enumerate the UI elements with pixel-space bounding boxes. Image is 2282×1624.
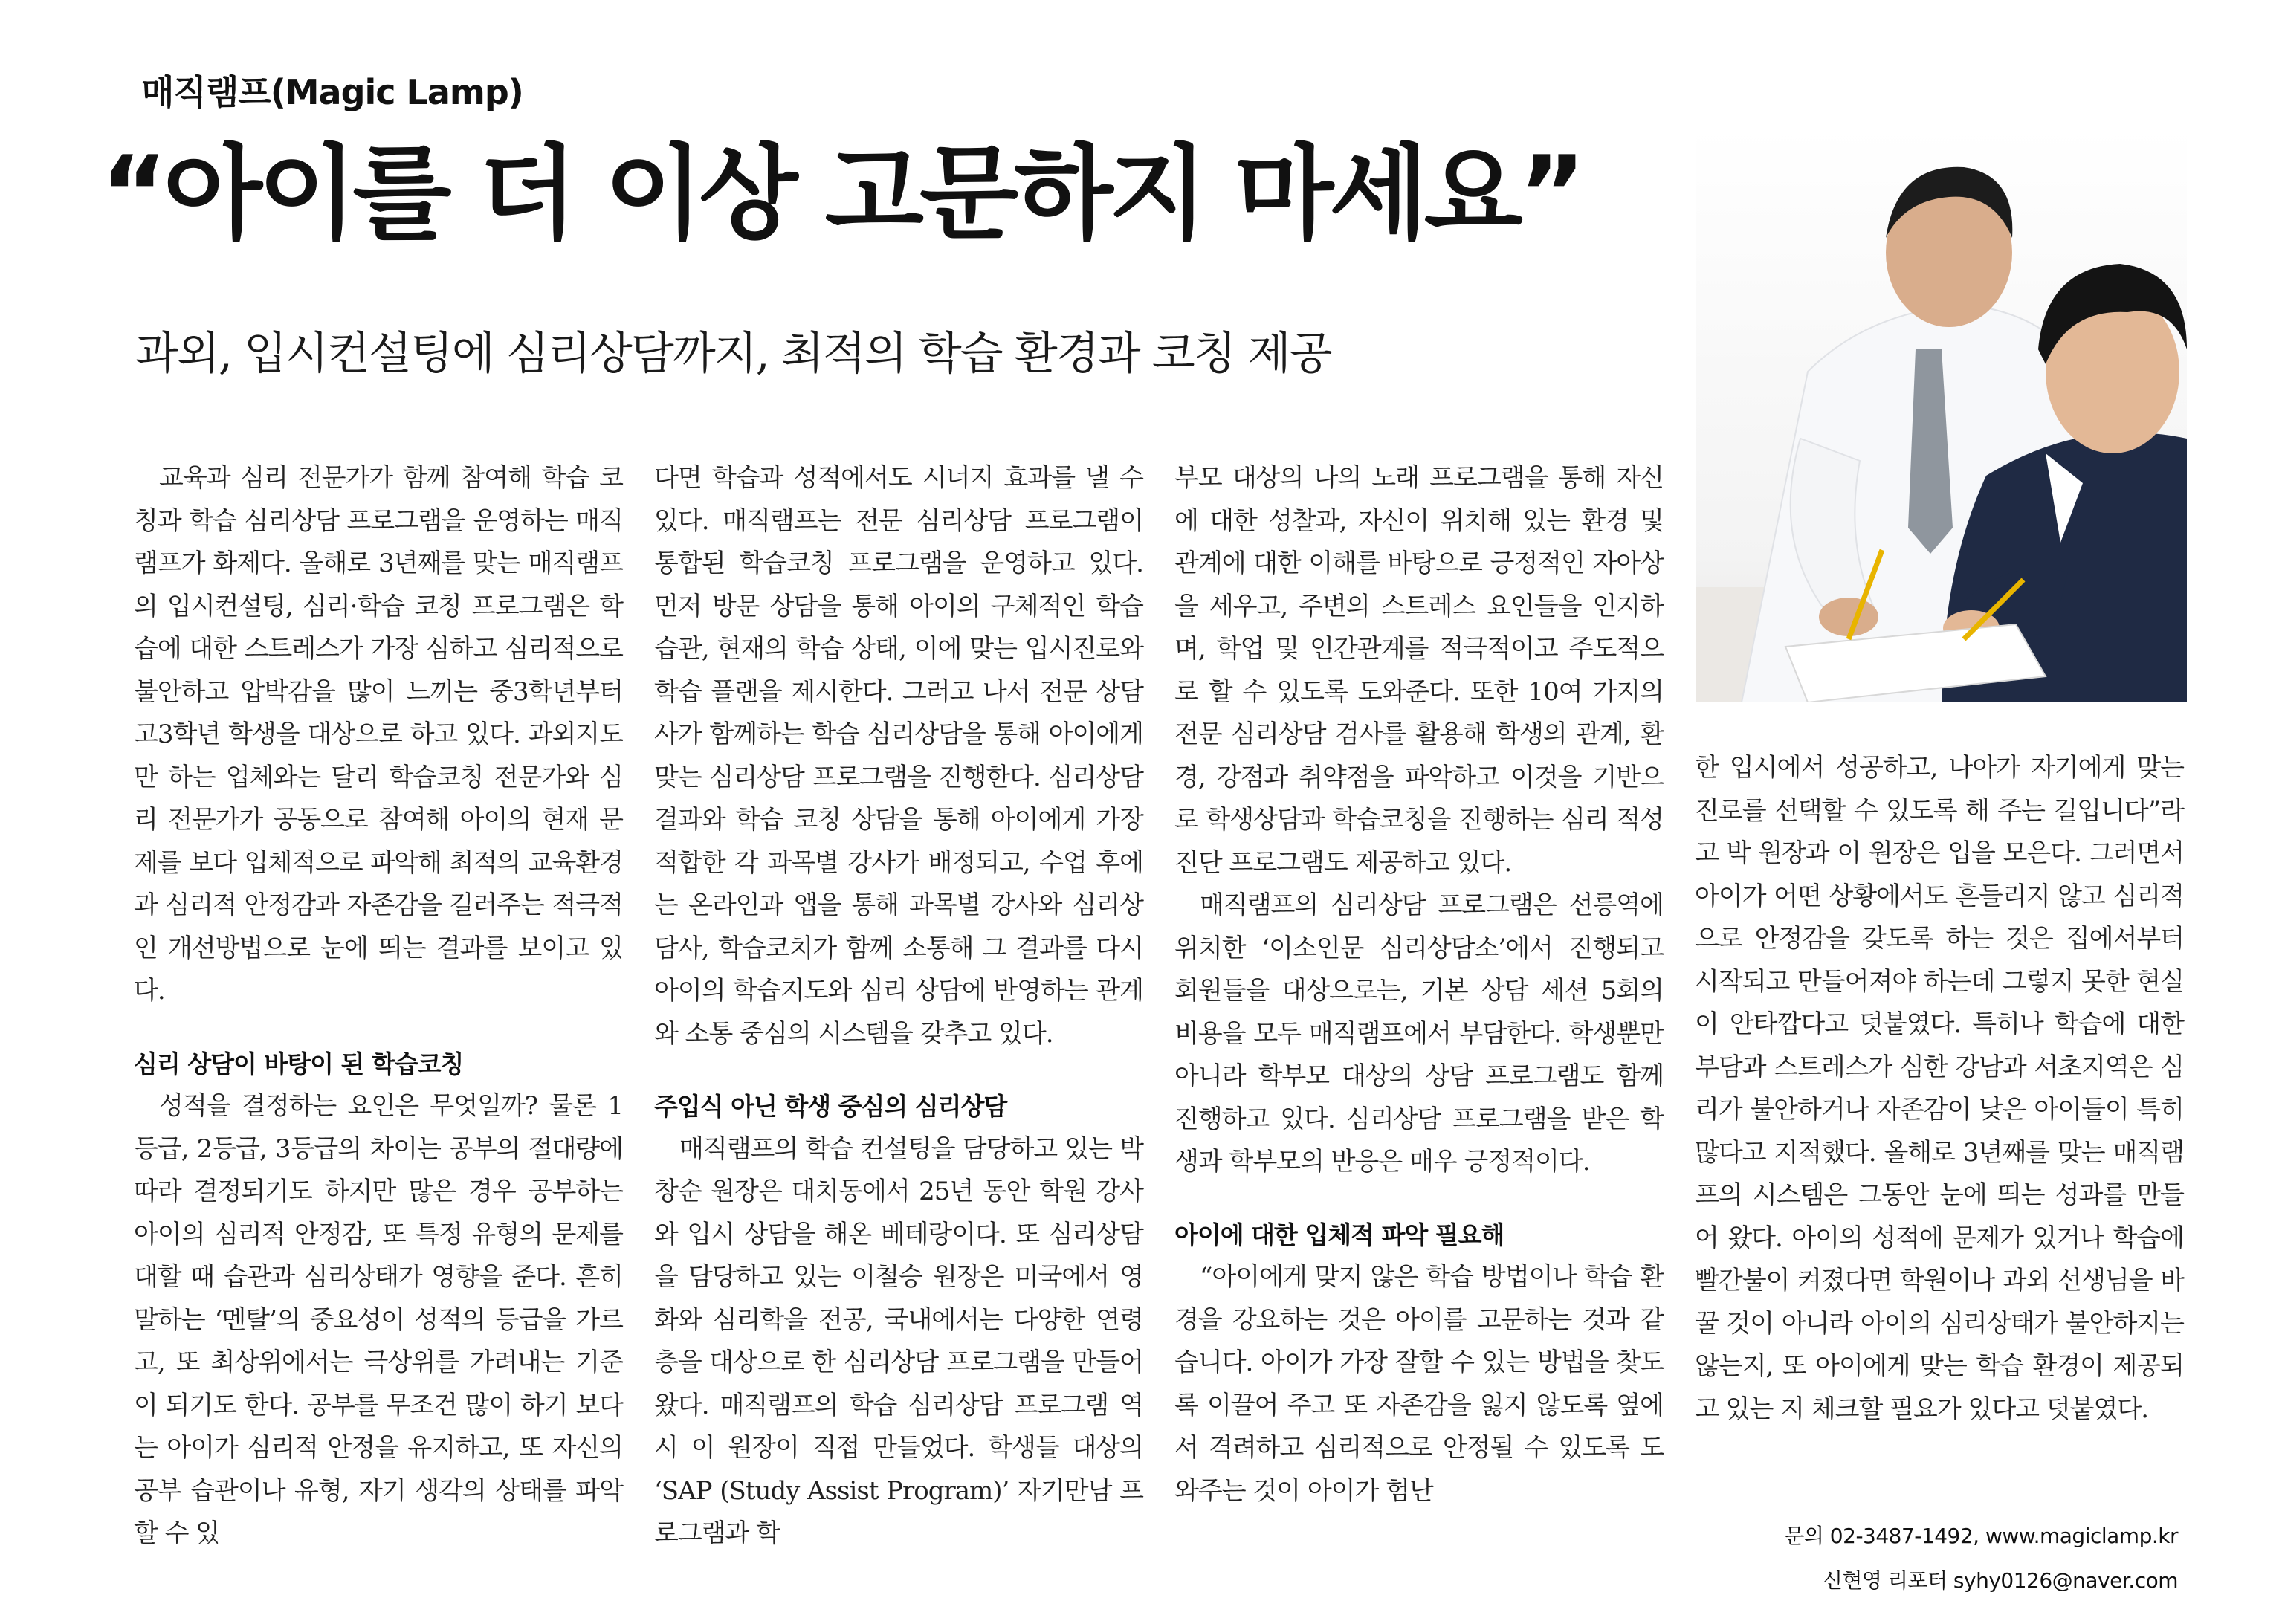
article-column-4	[1695, 747, 2184, 1431]
section-label: 매직램프(Magic Lamp)	[141, 72, 523, 112]
section-heading: 아이에 대한 입체적 파악 필요해	[1174, 1220, 1504, 1249]
paragraph: 성적을 결정하는 요인은 무엇일까? 물론 1등급, 2등급, 3등급의 차이는 공부의 절대량에 따라 결정되기도 하지만 많은 경우 공부하는 아이의 심리적 안정감, 또 특정 유형의 문제를 대할 때 습관과 심리상태가 영향을 준다. 흔히 말하는 ‘멘탈’의 중요성이 성적의 등급을 가르고, 또 최상위에서는 극상위를 가려내는 기준이 되기도 한다. 공부를 무조건 많이 하기 보다는 아이가 심리적 안정을 유지하고, 또 자신의 공부 습관이나 유형, 자기 생각의 상태를 파악할 수 있	[134, 1091, 623, 1548]
headline: “아이를 더 이상 고문하지 마세요”	[100, 134, 1582, 253]
paragraph: 교육과 심리 전문가가 함께 참여해 학습 코칭과 학습 심리상담 프로그램을 운영하는 매직램프가 화제다. 올해로 3년째를 맞는 매직램프의 입시컨설팅, 심리·학습 코칭 프로그램은 학습에 대한 스트레스가 가장 심하고 심리적으로 불안하고 압박감을 많이 느끼는 중3학년부터 고3학년 학생을 대상으로 하고 있다. 과외지도만 하는 업체와는 달리 학습코칭 전문가와 심리 전문가가 공동으로 참여해 아이의 현재 문제를 보다 입체적으로 파악해 최적의 교육환경과 심리적 안정감과 자존감을 길러주는 적극적인 개선방법으로 눈에 띄는 결과를 보이고 있다.	[134, 463, 623, 1006]
paragraph: 한 입시에서 성공하고, 나아가 자기에게 맞는 진로를 선택할 수 있도록 해 주는 길입니다”라고 박 원장과 이 원장은 입을 모은다. 그러면서 아이가 어떤 상황에서도 흔들리지 않고 심리적으로 안정감을 갖도록 하는 것은 집에서부터 시작되고 만들어져야 하는데 그렇지 못한 현실이 안타깝다고 덧붙였다. 특히나 학습에 대한 부담과 스트레스가 심한 강남과 서초지역은 심리가 불안하거나 자존감이 낮은 아이들이 특히 많다고 지적했다. 올해로 3년째를 맞는 매직램프의 시스템은 그동안 눈에 띄는 성과를 만들어 왔다. 아이의 성적에 문제가 있거나 학습에 빨간불이 켜졌다면 학원이나 과외 선생님을 바꿀 것이 아니라 아이의 심리상태가 불안하지는 않는지, 또 아이에게 맞는 학습 환경이 제공되고 있는 지 체크할 필요가 있다고 덧붙였다.	[1695, 753, 2184, 1424]
contact-info: 문의 02-3487-1492, www.magiclamp.kr	[1784, 1524, 2178, 1548]
subheadline: 과외, 입시컨설팅에 심리상담까지, 최적의 학습 환경과 코칭 제공	[135, 328, 1331, 380]
teacher-student-photo-icon	[1696, 126, 2187, 702]
paragraph: 매직램프의 심리상담 프로그램은 선릉역에 위치한 ‘이소인문 심리상담소’에서 진행되고 회원들을 대상으로는, 기본 상담 세션 5회의 비용을 모두 매직램프에서 부담한다. 학생뿐만 아니라 학부모 대상의 상담 프로그램도 함께 진행하고 있다. 심리상담 프로그램을 받은 학생과 학부모의 반응은 매우 긍정적이다.	[1174, 890, 1664, 1177]
article-column-2	[654, 457, 1143, 1556]
byline: 신현영 리포터 syhy0126@naver.com	[1822, 1568, 2178, 1593]
section-heading: 심리 상담이 바탕이 된 학습코칭	[134, 1049, 464, 1078]
section-heading: 주입식 아닌 학생 중심의 심리상담	[654, 1092, 1007, 1121]
paragraph: “아이에게 맞지 않은 학습 방법이나 학습 환경을 강요하는 것은 아이를 고문하는 것과 같습니다. 아이가 가장 잘할 수 있는 방법을 찾도록 이끌어 주고 또 자존감을 잃지 않도록 옆에서 격려하고 심리적으로 안정될 수 있도록 도와주는 것이 아이가 험난	[1174, 1262, 1664, 1506]
paragraph: 다면 학습과 성적에서도 시너지 효과를 낼 수 있다. 매직램프는 전문 심리상담 프로그램이 통합된 학습코칭 프로그램을 운영하고 있다. 먼저 방문 상담을 통해 아이의 구체적인 학습 습관, 현재의 학습 상태, 이에 맞는 입시진로와 학습 플랜을 제시한다. 그러고 나서 전문 상담사가 함께하는 학습 심리상담을 통해 아이에게 맞는 심리상담 프로그램을 진행한다. 심리상담 결과와 학습 코칭 상담을 통해 아이에게 가장 적합한 각 과목별 강사가 배정되고, 수업 후에는 온라인과 앱을 통해 과목별 강사와 심리상담사, 학습코치가 함께 소통해 그 결과를 다시 아이의 학습지도와 심리 상담에 반영하는 관계와 소통 중심의 시스템을 갖추고 있다.	[654, 463, 1143, 1049]
paragraph: 매직램프의 학습 컨설팅을 담당하고 있는 박창순 원장은 대치동에서 25년 동안 학원 강사와 입시 상담을 해온 베테랑이다. 또 심리상담을 담당하고 있는 이철승 원장은 미국에서 영화와 심리학을 전공, 국내에서는 다양한 연령층을 대상으로 한 심리상담 프로그램을 만들어 왔다. 매직램프의 학습 심리상담 프로그램 역시 이 원장이 직접 만들었다. 학생들 대상의 ‘SAP (Study Assist Program)’ 자기만남 프로그램과 학	[654, 1133, 1143, 1548]
paragraph: 부모 대상의 나의 노래 프로그램을 통해 자신에 대한 성찰과, 자신이 위치해 있는 환경 및 관계에 대한 이해를 바탕으로 긍정적인 자아상을 세우고, 주변의 스트레스 요인들을 인지하며, 학업 및 인간관계를 적극적이고 주도적으로 할 수 있도록 도와준다. 또한 10여 가지의 전문 심리상담 검사를 활용해 학생의 관계, 환경, 강점과 취약점을 파악하고 이것을 기반으로 학생상담과 학습코칭을 진행하는 심리 적성 진단 프로그램도 제공하고 있다.	[1174, 463, 1664, 878]
article-column-1	[134, 457, 623, 1556]
article-column-3	[1174, 457, 1664, 1513]
